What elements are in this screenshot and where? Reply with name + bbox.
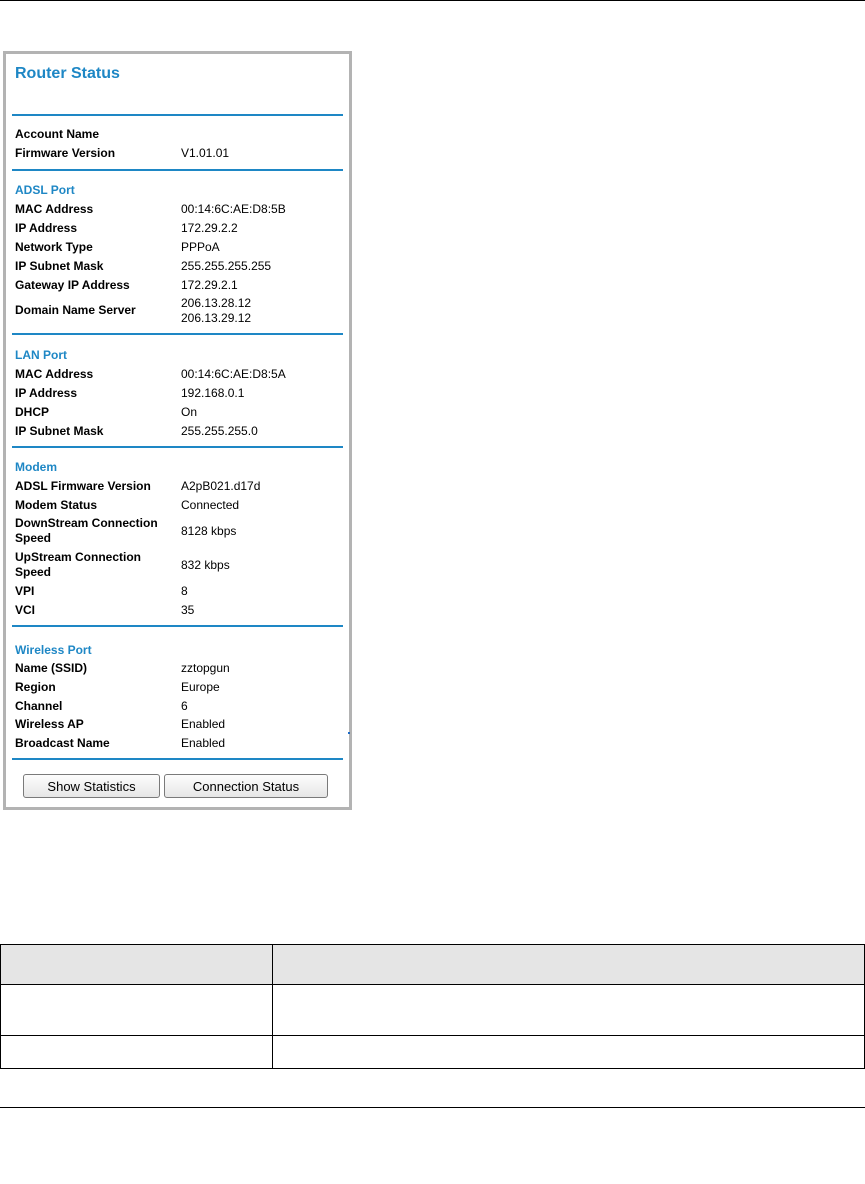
value: A2pB021.d17d [181,479,261,493]
value: Enabled [181,717,226,731]
label-line2: Speed [15,531,52,545]
table-header-cell [273,945,865,985]
value: 255.255.255.0 [181,424,258,438]
page-top-rule [0,0,865,1]
label-line2: Speed [15,565,52,579]
label: Region [15,680,56,694]
label: Network Type [15,240,93,254]
value: 255.255.255.255 [181,259,272,273]
decorative-mark [348,732,350,734]
label: Modem Status [15,498,98,512]
label: IP Subnet Mask [15,259,104,273]
label: Name (SSID) [15,661,88,675]
divider [12,333,343,335]
value: 8 [181,584,188,598]
table-header-cell [1,945,273,985]
value: 832 kbps [181,558,230,572]
show-statistics-button[interactable]: Show Statistics [23,774,160,798]
label: DownStream Connection [15,516,158,530]
label: Firmware Version [15,146,116,160]
value: 172.29.2.1 [181,278,238,292]
value: 206.13.28.12 [181,296,252,310]
value: Connected [181,498,240,512]
value: 6 [181,699,188,713]
table-header-row [1,945,865,985]
divider [12,446,343,448]
label: MAC Address [15,367,94,381]
label: Wireless AP [15,717,84,731]
label: Broadcast Name [15,736,110,750]
label: Account Name [15,127,100,141]
label: DHCP [15,405,50,419]
label: ADSL Firmware Version [15,479,151,493]
label: MAC Address [15,202,94,216]
table-cell [1,1036,273,1069]
connection-status-button[interactable]: Connection Status [164,774,328,798]
label: IP Address [15,221,78,235]
table-cell [1,985,273,1036]
divider [12,169,343,171]
table-cell [273,985,865,1036]
value: Europe [181,680,220,694]
value: 8128 kbps [181,524,237,538]
document-table [0,944,865,1069]
table-row [1,985,865,1036]
label: IP Address [15,386,78,400]
section-heading-modem: Modem [15,460,57,474]
label: IP Subnet Mask [15,424,104,438]
page-bottom-rule [0,1107,865,1108]
label: VCI [15,603,36,617]
value: On [181,405,198,419]
value: 00:14:6C:AE:D8:5B [181,202,286,216]
label: Channel [15,699,63,713]
value: 35 [181,603,195,617]
divider [12,625,343,627]
value: 192.168.0.1 [181,386,245,400]
table-row [1,1036,865,1069]
router-status-panel [3,51,352,810]
label: VPI [15,584,35,598]
value: 00:14:6C:AE:D8:5A [181,367,286,381]
page-title: Router Status [15,65,120,82]
value: Enabled [181,736,226,750]
section-heading-wireless: Wireless Port [15,643,92,657]
label: UpStream Connection [15,550,142,564]
value: V1.01.01 [181,146,230,160]
value: 172.29.2.2 [181,221,238,235]
section-heading-adsl: ADSL Port [15,183,75,197]
divider [12,758,343,760]
value: PPPoA [181,240,220,254]
section-heading-lan: LAN Port [15,348,67,362]
value-secondary: 206.13.29.12 [181,311,252,325]
table-cell [273,1036,865,1069]
label: Gateway IP Address [15,278,130,292]
divider [12,114,343,116]
label: Domain Name Server [15,303,136,317]
value: zztopgun [181,661,230,675]
